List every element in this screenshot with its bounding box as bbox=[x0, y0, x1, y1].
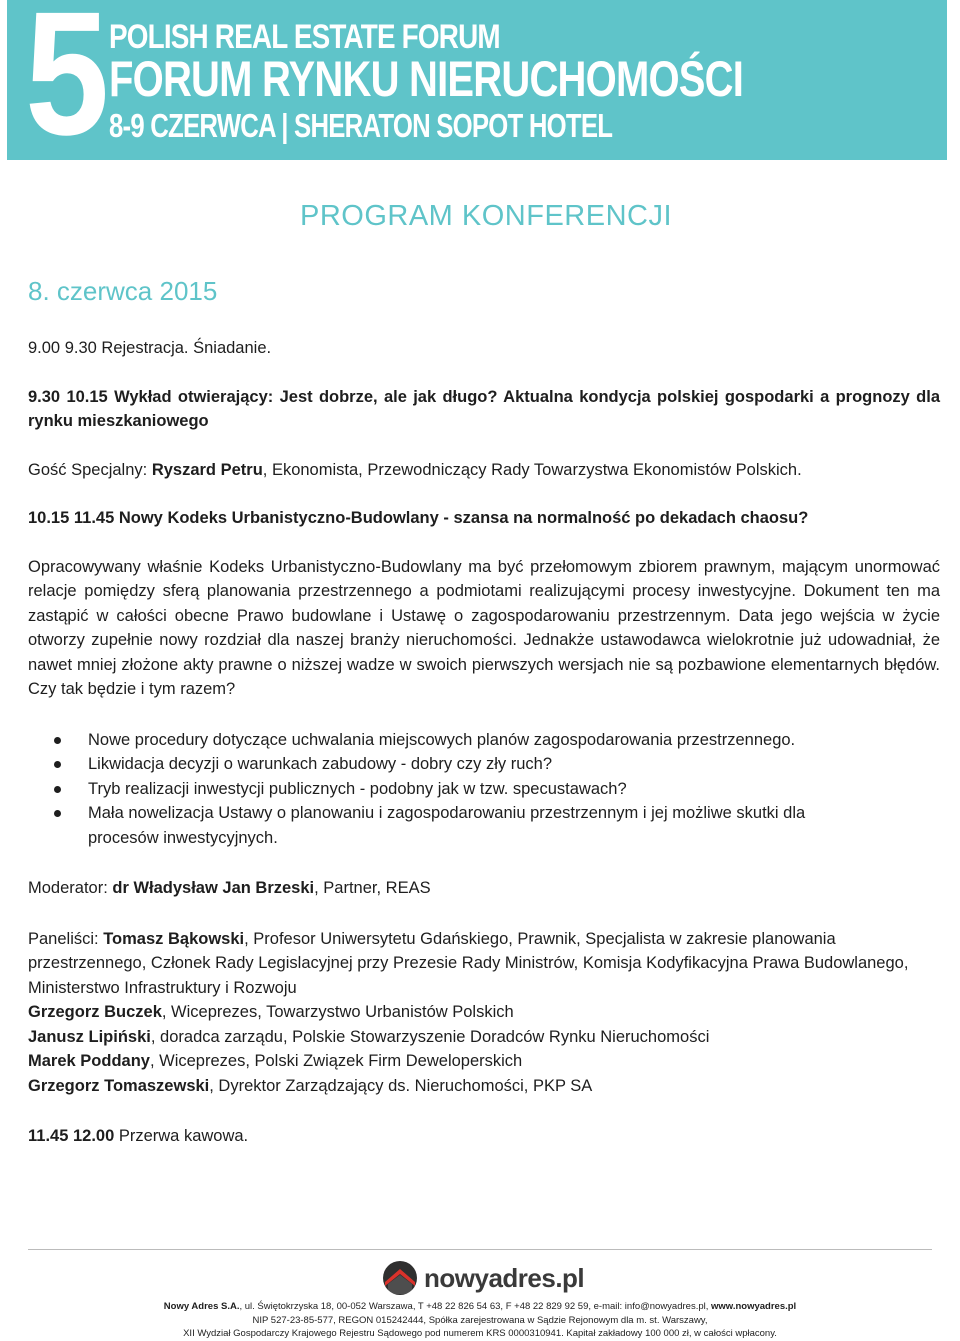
list-item: Tryb realizacji inwestycji publicznych - podobny jak w tzw. specustawach? bbox=[28, 777, 818, 802]
banner-subtitle: POLISH REAL ESTATE FORUM bbox=[109, 18, 500, 56]
panelist-role: , doradca zarządu, Polskie Stowarzyszenie Doradców Rynku Nieruchomości bbox=[150, 1027, 710, 1046]
guest-label: Gość Specjalny: bbox=[28, 460, 152, 479]
footer-address: , ul. Świętokrzyska 18, 00-052 Warszawa, T +48 22 826 54 63, F +48 22 829 92 59, e-mail: info@nowyadres.pl, bbox=[239, 1301, 712, 1312]
list-item: Likwidacja decyzji o warunkach zabudowy - dobry czy zły ruch? bbox=[28, 752, 818, 777]
list-item: Nowe procedury dotyczące uchwalania miejscowych planów zagospodarowania przestrzennego. bbox=[28, 728, 818, 753]
session-time: 10.15 11.45 bbox=[28, 509, 115, 527]
moderator-label: Moderator: bbox=[28, 879, 113, 897]
footer-court-info: XII Wydział Gospodarczy Krajowego Rejestru Sądowego pod numerem KRS 0000310941. Kapitał zakładowy 100 000 zł, w całości wpłacony. bbox=[183, 1328, 777, 1339]
break-text: Przerwa kawowa. bbox=[114, 1127, 249, 1145]
panelist-role: , Wiceprezes, Towarzystwo Urbanistów Polskich bbox=[161, 1003, 514, 1021]
moderator-role: , Partner, REAS bbox=[314, 879, 431, 897]
panelist-role: , Dyrektor Zarządzający ds. Nieruchomości, PKP SA bbox=[209, 1076, 593, 1095]
panelist-row bbox=[28, 927, 940, 1001]
panelist-name: Janusz Lipiński bbox=[28, 1027, 151, 1046]
agenda-content bbox=[28, 336, 940, 1149]
footer-company: Nowy Adres S.A. bbox=[163, 1301, 240, 1312]
lecture-title: Wykład otwierający: Jest dobrze, ale jak długo? Aktualna kondycja polskiej gospodarki a prognozy dla rynku mieszkaniowego bbox=[28, 387, 940, 430]
special-guest bbox=[28, 458, 940, 483]
footer-contact bbox=[0, 1300, 960, 1313]
edition-number: 5 bbox=[25, 0, 106, 160]
logo-text: nowyadres.pl bbox=[424, 1262, 585, 1293]
program-title: PROGRAM KONFERENCJI bbox=[300, 200, 673, 232]
panelist-row bbox=[28, 1025, 940, 1050]
header-banner bbox=[7, 0, 947, 160]
lecture-item bbox=[28, 385, 940, 434]
panelists-label: Paneliści: bbox=[28, 929, 104, 948]
registration-time: 9.00 9.30 bbox=[28, 339, 97, 357]
coffee-break-item bbox=[28, 1124, 940, 1149]
moderator bbox=[28, 876, 940, 901]
topics-list bbox=[28, 728, 940, 851]
guest-name: Ryszard Petru bbox=[151, 460, 263, 479]
panelist-name: Marek Poddany bbox=[28, 1052, 150, 1070]
banner-date-venue: 8-9 CZERWCA | SHERATON SOPOT HOTEL bbox=[109, 107, 613, 144]
registration-item bbox=[28, 336, 940, 361]
guest-role: , Ekonomista, Przewodniczący Rady Towarzystwa Ekonomistów Polskich. bbox=[262, 460, 802, 479]
company-logo bbox=[382, 1258, 584, 1298]
panelist-role: , Profesor Uniwersytetu Gdańskiego, Prawnik, Specjalista w zakresie planowania przestrzennego, Członek Rady Legislacyjnej przy Prezesie Rady Ministrów, Komisja Kodyfikacyjna Prawa Budowlanego, Ministerstwo Infrastruktury i Rozwoju bbox=[28, 929, 909, 997]
registration-text: Rejestracja. Śniadanie. bbox=[96, 339, 272, 357]
panelist-row bbox=[28, 1049, 940, 1074]
panelist-row bbox=[28, 1000, 940, 1025]
footer-divider bbox=[28, 1249, 932, 1250]
footer-website-link[interactable]: www.nowyadres.pl bbox=[711, 1301, 797, 1312]
panelist-name: Tomasz Bąkowski bbox=[103, 929, 245, 948]
list-item: Mała nowelizacja Ustawy o planowaniu i zagospodarowaniu przestrzennym i jej możliwe skutki dla procesów inwestycyjnych. bbox=[28, 801, 818, 850]
break-time: 11.45 12.00 bbox=[28, 1127, 115, 1145]
panelist-name: Grzegorz Buczek bbox=[28, 1003, 162, 1021]
panelist-name: Grzegorz Tomaszewski bbox=[28, 1076, 210, 1095]
panelist-row bbox=[28, 1074, 940, 1099]
moderator-name: dr Władysław Jan Brzeski bbox=[112, 879, 315, 897]
roof-logo-icon bbox=[382, 1260, 418, 1296]
panelist-role: , Wiceprezes, Polski Związek Firm Deweloperskich bbox=[149, 1052, 523, 1070]
lecture-time: 9.30 10.15 bbox=[28, 387, 108, 406]
date-heading: 8. czerwca 2015 bbox=[28, 276, 218, 306]
session-item bbox=[28, 506, 940, 531]
session-title: Nowy Kodeks Urbanistyczno-Budowlany - szansa na normalność po dekadach chaosu? bbox=[114, 509, 809, 527]
banner-title: FORUM RYNKU NIERUCHOMOŚCI bbox=[109, 51, 744, 107]
session-description: Opracowywany właśnie Kodeks Urbanistyczno-Budowlany ma być przełomowym zbiorem prawnym, mającym unormować relacje pomiędzy sferą planowania przestrzennego a podmiotami realizującymi procesy inwestycyjne. Dokument ten ma zastąpić w całości obecne Prawo budowlane i Ustawę o zagospodarowaniu przestrzennym. Data jego wejścia w życie otworzy zupełnie nowy rozdział dla naszej branży nieruchomości. Jednakże ustawodawca wielokrotnie już udowadniał, że nawet mniej złożone akty prawne o niższej wadze w swoich pierwszych wersjach nie są pozbawione elementarnych błędów. Czy tak będzie i tym razem? bbox=[28, 557, 940, 698]
footer-registration: NIP 527-23-85-577, REGON 015242444, Spółka zarejestrowana w Sądzie Rejonowym dla m. st. Warszawy, bbox=[252, 1315, 708, 1326]
